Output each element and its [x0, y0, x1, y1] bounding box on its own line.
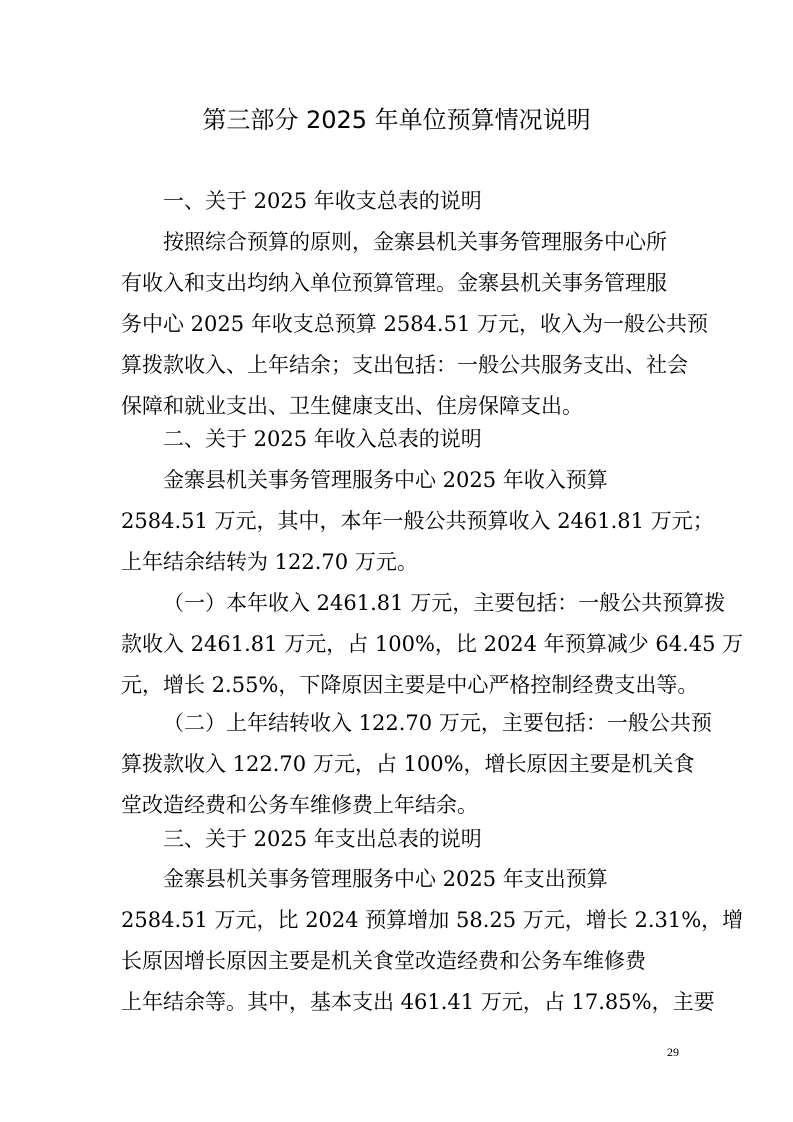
paragraph-line: 算拨款收入 122.70 万元，占 100%，增长原因主要是机关食 — [121, 752, 695, 776]
section-heading-2: 二、关于 2025 年收入总表的说明 — [163, 427, 482, 451]
page-title: 第三部分 2025 年单位预算情况说明 — [202, 106, 591, 134]
paragraph-line: 2584.51 万元，比 2024 预算增加 58.25 万元，增长 2.31%，增 — [121, 908, 744, 932]
paragraph-line: 长原因增长原因主要是机关食堂改造经费和公务车维修费 — [121, 949, 646, 973]
page-number: 29 — [667, 1045, 679, 1059]
section-heading-1: 一、关于 2025 年收支总表的说明 — [163, 189, 482, 213]
paragraph-line: 款收入 2461.81 万元，占 100%，比 2024 年预算减少 64.45 万 — [121, 632, 744, 656]
paragraph-line: （一）本年收入 2461.81 万元，主要包括：一般公共预算拨 — [163, 591, 726, 615]
paragraph-line: 保障和就业支出、卫生健康支出、住房保障支出。 — [121, 394, 583, 418]
paragraph-line: 有收入和支出均纳入单位预算管理。金寨县机关事务管理服 — [121, 271, 667, 295]
paragraph-line: 2584.51 万元，其中，本年一般公共预算收入 2461.81 万元； — [121, 509, 714, 533]
paragraph-line: 堂改造经费和公务车维修费上年结余。 — [121, 793, 478, 817]
paragraph-line: 按照综合预算的原则，金寨县机关事务管理服务中心所 — [163, 230, 667, 254]
paragraph-line: 金寨县机关事务管理服务中心 2025 年收入预算 — [163, 468, 608, 492]
section-heading-3: 三、关于 2025 年支出总表的说明 — [163, 827, 482, 851]
paragraph-line: 元，增长 2.55%，下降原因主要是中心严格控制经费支出等。 — [121, 673, 699, 697]
paragraph-line: 算拨款收入、上年结余；支出包括：一般公共服务支出、社会 — [121, 353, 688, 377]
paragraph-line: 金寨县机关事务管理服务中心 2025 年支出预算 — [163, 867, 608, 891]
paragraph-line: （二）上年结转收入 122.70 万元，主要包括：一般公共预 — [163, 711, 712, 735]
paragraph-line: 上年结余等。其中，基本支出 461.41 万元，占 17.85%，主要 — [121, 990, 715, 1014]
paragraph-line: 上年结余结转为 122.70 万元。 — [121, 550, 418, 574]
paragraph-line: 务中心 2025 年收支总预算 2584.51 万元，收入为一般公共预 — [121, 312, 708, 336]
